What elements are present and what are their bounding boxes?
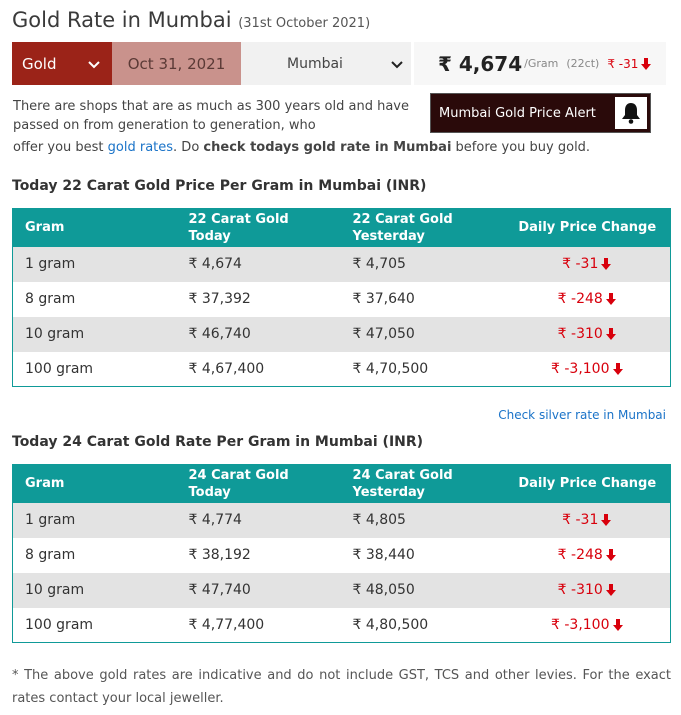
table-row [13,352,671,387]
table-row [13,282,671,317]
arrow-down-icon [600,257,612,271]
table-row [13,503,671,538]
current-price-change [607,57,652,71]
metal-select-value: Gold [22,54,57,73]
rates-table-24k [12,464,671,643]
table-row [13,608,671,643]
gram-cell: 100 gram [25,616,94,633]
yesterday-price-cell: ₹ 4,705 [341,247,505,282]
yesterday-price-cell: ₹ 48,050 [341,573,505,608]
table-header-row [13,465,671,503]
price-change-cell [505,247,671,282]
arrow-down-icon [612,362,624,376]
current-price-box [414,42,666,85]
price-change-cell [505,503,671,538]
table-row [13,317,671,352]
today-price-cell: ₹ 37,392 [188,291,251,307]
gram-cell: 1 gram [13,503,177,538]
chevron-down-icon [86,56,102,72]
gold-rates-link[interactable]: gold rates [107,140,174,155]
city-select[interactable] [241,42,411,85]
gram-cell: 10 gram [13,573,177,608]
price-change-cell [505,538,671,573]
current-price-carat: (22ct) [566,57,600,70]
price-alert-button[interactable] [430,93,651,133]
price-change-cell [505,608,671,643]
yesterday-price-cell: ₹ 38,440 [352,547,415,563]
arrow-down-icon [605,583,617,597]
gram-cell: 8 gram [25,291,76,307]
price-change-cell [505,352,671,387]
today-price-cell: ₹ 47,740 [177,573,341,608]
price-change-value: ₹ -248 [557,547,603,563]
table-row [13,538,671,573]
bell-icon [615,97,647,129]
silver-rate-link[interactable]: Check silver rate in Mumbai [498,408,666,422]
table-header: Gram [13,465,177,503]
table-header: 22 Carat Gold Yesterday [341,209,505,247]
filter-controls [12,42,411,85]
yesterday-price-cell: ₹ 47,050 [341,317,505,352]
price-change-cell [505,573,671,608]
yesterday-price-cell: ₹ 37,640 [352,291,415,307]
today-price-cell: ₹ 4,67,400 [188,360,265,377]
date-picker[interactable] [112,42,241,85]
page-title-date: (31st October 2021) [238,16,371,31]
table-header: Daily Price Change [505,209,671,247]
table-row [13,573,671,608]
chevron-down-icon [389,56,405,72]
intro-text: offer you best [13,140,108,155]
arrow-down-icon [605,548,617,562]
price-change-value: ₹ -31 [562,256,599,272]
yesterday-price-cell: ₹ 4,805 [341,503,505,538]
gram-cell: 1 gram [13,247,177,282]
intro-bold: check todays gold rate in Mumbai [203,140,452,155]
section-title-22k: Today 22 Carat Gold Price Per Gram in Mumbai (INR) [12,178,427,194]
today-price-cell: ₹ 46,740 [177,317,341,352]
table-header: Gram [13,209,177,247]
price-alert-label: Mumbai Gold Price Alert [439,105,596,121]
today-price-cell: ₹ 38,192 [188,547,251,563]
price-change-value: ₹ -3,100 [551,360,610,377]
section-title-24k: Today 24 Carat Gold Rate Per Gram in Mumbai (INR) [12,434,424,450]
current-price-change-value: ₹ -31 [607,56,639,71]
price-change-value: ₹ -31 [562,512,599,528]
gram-cell: 8 gram [25,547,76,563]
table-row [13,247,671,282]
gram-cell: 10 gram [13,317,177,352]
arrow-down-icon [605,327,617,341]
today-price-cell: ₹ 4,774 [177,503,341,538]
arrow-down-icon [600,513,612,527]
price-change-value: ₹ -248 [557,291,603,307]
table-header: Daily Price Change [505,465,671,503]
page-title [12,8,370,32]
intro-paragraph: There are shops that are as much as 300 years old and have passed on from generation to generation, who [13,99,409,133]
price-change-cell [505,282,671,317]
table-header: 24 Carat Gold Today [177,465,341,503]
disclaimer-footnote: * The above gold rates are indicative and do not include GST, TCS and other levies. For the exact rates contact your local jeweller. [12,668,671,706]
price-change-value: ₹ -3,100 [551,616,610,633]
price-change-value: ₹ -310 [557,582,603,598]
intro-paragraph-tail [13,138,590,157]
today-price-cell: ₹ 4,77,400 [188,616,265,633]
table-header: 22 Carat Gold Today [177,209,341,247]
page-title-text: Gold Rate in Mumbai [12,8,232,32]
date-picker-value: Oct 31, 2021 [127,54,226,73]
today-price-cell: ₹ 4,674 [177,247,341,282]
price-change-cell [505,317,671,352]
arrow-down-icon [605,292,617,306]
yesterday-price-cell: ₹ 4,80,500 [352,616,429,633]
arrow-down-icon [612,618,624,632]
price-change-value: ₹ -310 [557,326,603,342]
current-price-value: ₹ 4,674 [438,51,523,76]
gram-cell: 100 gram [25,360,94,377]
rates-table-22k [12,208,671,387]
yesterday-price-cell: ₹ 4,70,500 [352,360,429,377]
intro-text: before you buy gold. [451,140,591,155]
table-header: 24 Carat Gold Yesterday [341,465,505,503]
city-select-value: Mumbai [287,55,343,72]
intro-text: . Do [173,140,204,155]
arrow-down-icon [640,57,652,71]
metal-select[interactable] [12,42,112,85]
table-header-row [13,209,671,247]
current-price-unit: /Gram [524,57,559,70]
